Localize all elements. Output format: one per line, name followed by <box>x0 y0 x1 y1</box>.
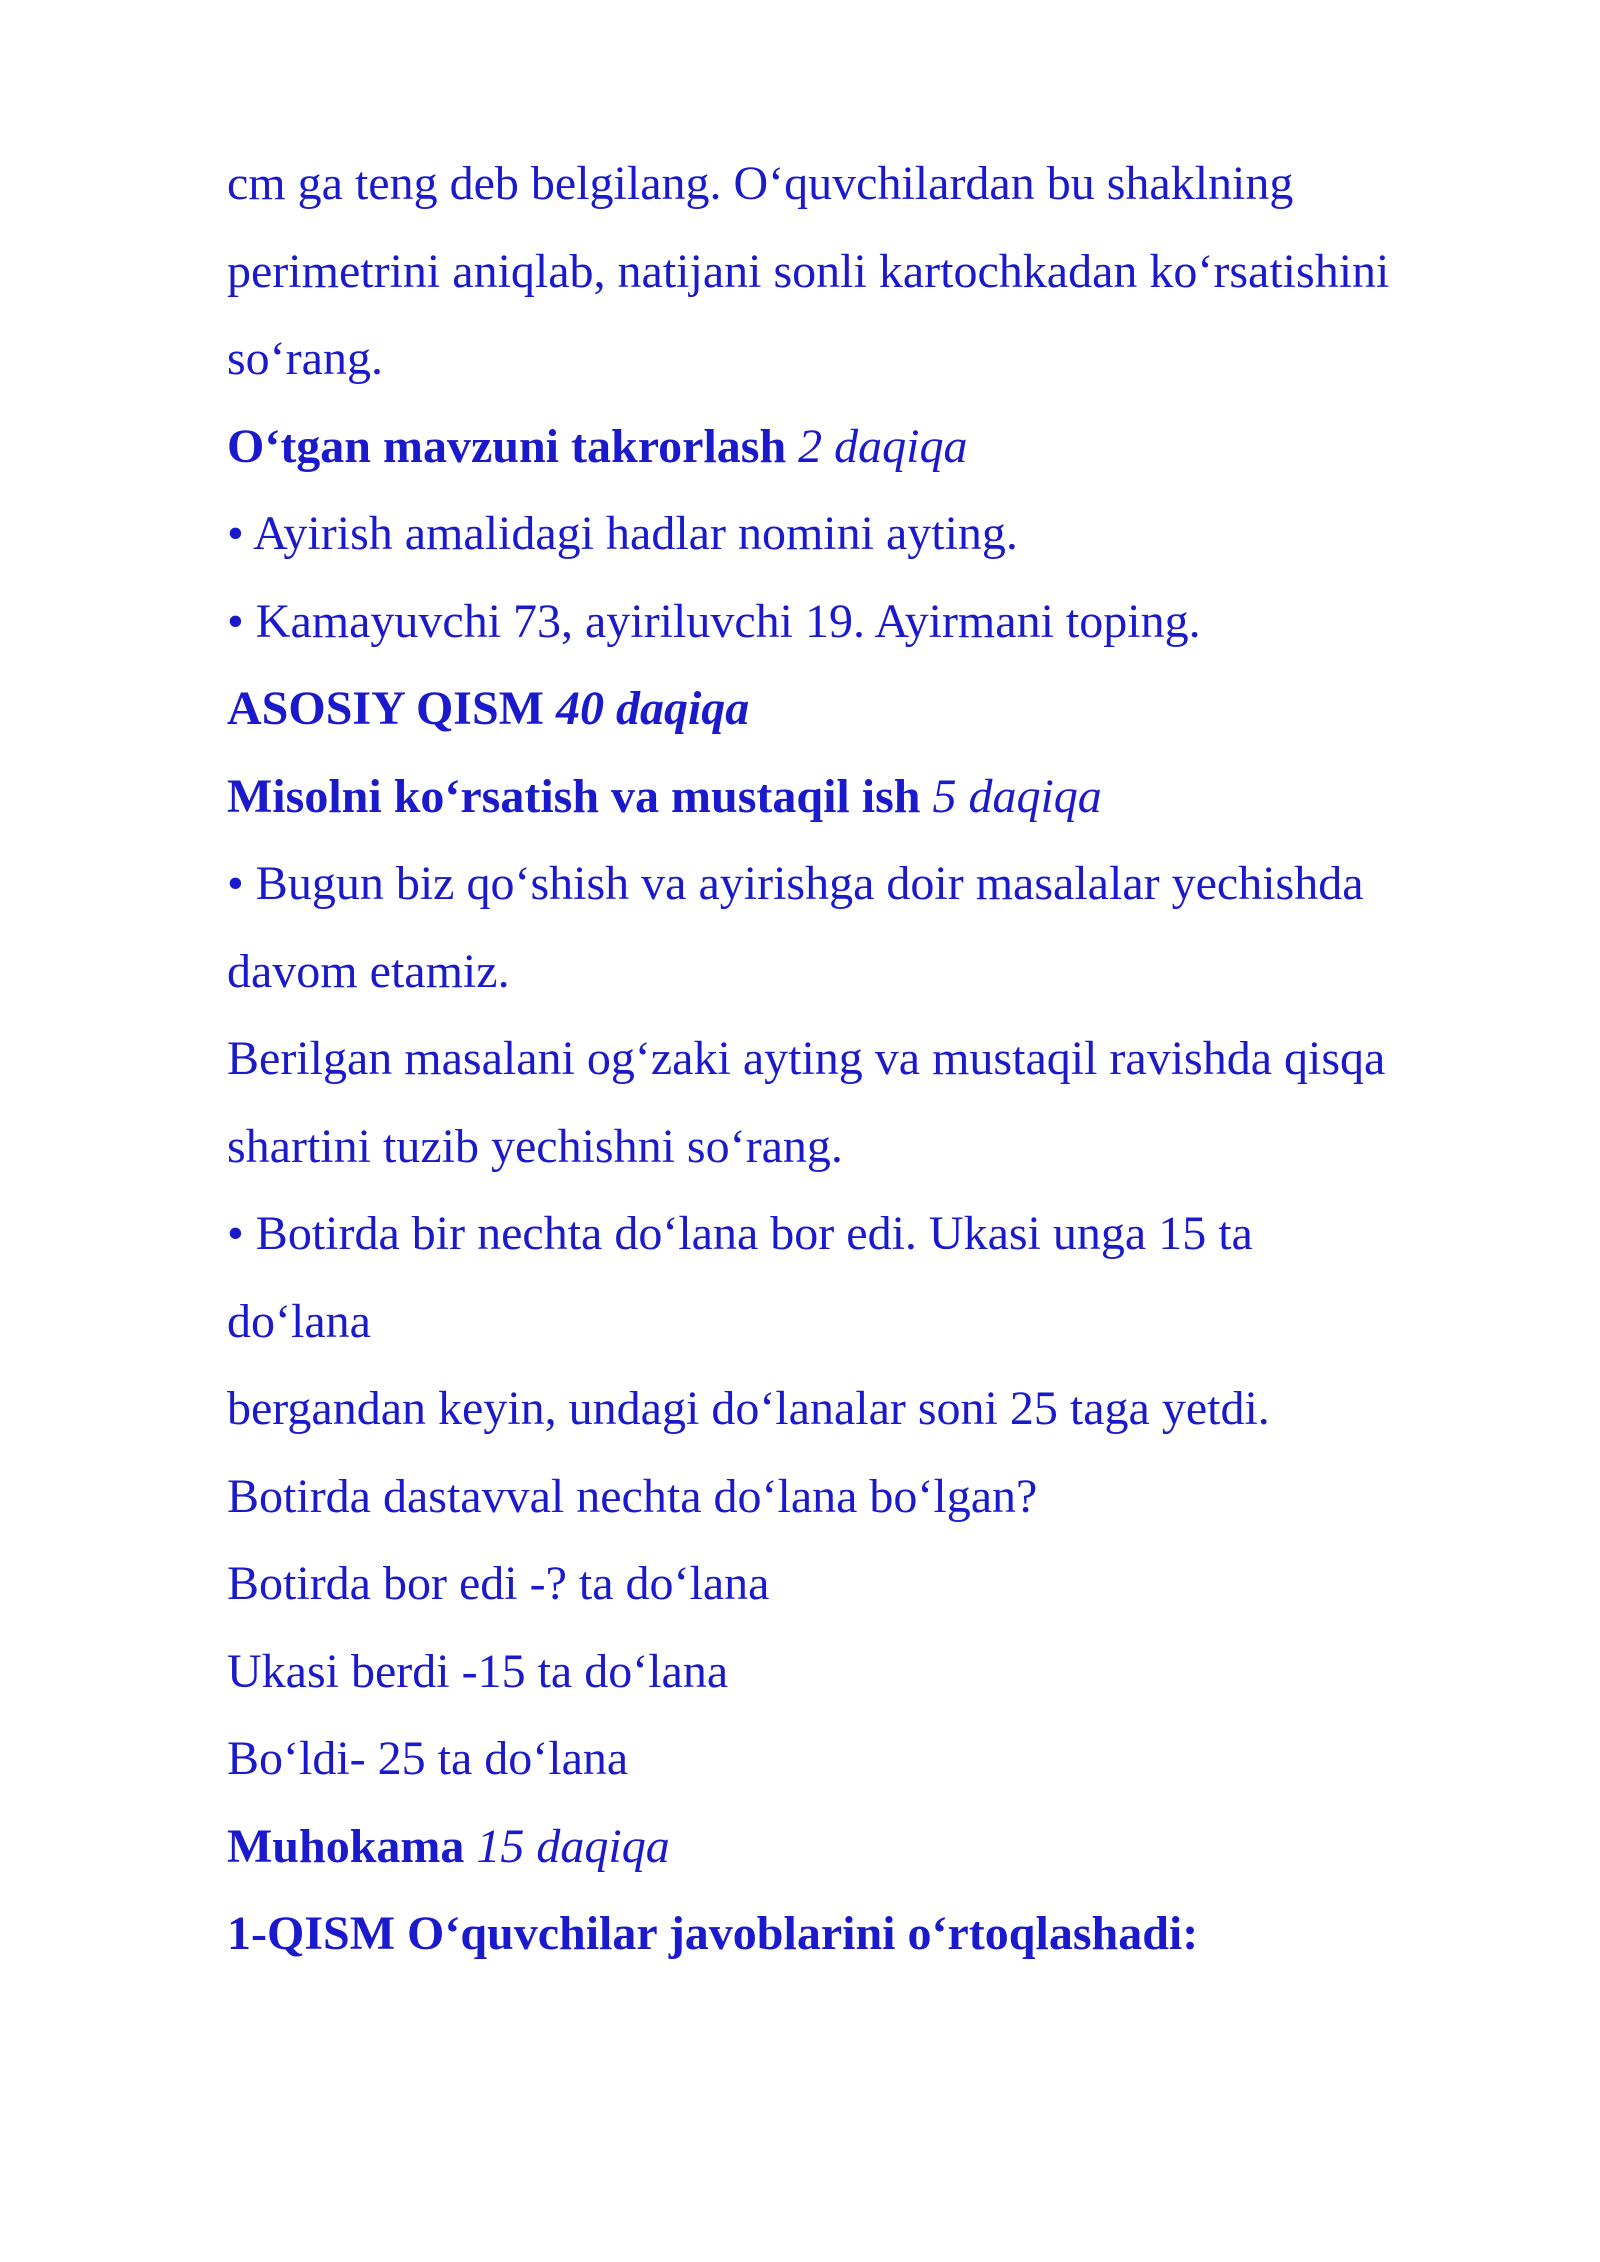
section-heading-part-1 <box>227 1890 1527 1978</box>
section-heading-example <box>227 753 1527 841</box>
paragraph-line <box>227 140 1527 228</box>
line-text: cm ga teng deb belgilang. O‘quvchilardan bu shaklning <box>227 157 1294 210</box>
line-text: Botirda bor edi -? ta do‘lana <box>227 1557 770 1610</box>
paragraph-line <box>227 1278 1527 1366</box>
heading-duration: 2 daqiqa <box>798 419 968 473</box>
bullet-text: • Botirda bir nechta do‘lana bor edi. Ukasi unga 15 ta <box>227 1207 1253 1260</box>
heading-title: O‘tgan mavzuni takrorlash <box>227 419 787 473</box>
line-text: Bo‘ldi- 25 ta do‘lana <box>227 1732 629 1785</box>
heading-duration: 5 daqiqa <box>932 769 1102 823</box>
heading-duration: 15 daqiqa <box>476 1819 670 1873</box>
line-text: shartini tuzib yechishni so‘rang. <box>227 1119 843 1173</box>
heading-title: Misolni ko‘rsatish va mustaqil ish <box>227 769 921 823</box>
line-text: davom etamiz. <box>227 944 510 998</box>
heading-title: Muhokama <box>227 1819 465 1873</box>
paragraph-line <box>227 1365 1527 1453</box>
bullet-item <box>227 840 1527 928</box>
section-heading-review <box>227 403 1527 491</box>
document-body <box>227 140 1527 1978</box>
paragraph-line <box>227 228 1527 316</box>
paragraph-line <box>227 1015 1527 1103</box>
bullet-item <box>227 578 1527 666</box>
line-text: do‘lana <box>227 1294 371 1348</box>
section-heading-main <box>227 665 1527 753</box>
bullet-text: • Bugun biz qo‘shish va ayirishga doir masalalar yechishda <box>227 857 1364 910</box>
line-text: bergandan keyin, undagi do‘lanalar soni 25 taga yetdi. <box>227 1382 1270 1435</box>
heading-duration: 40 daqiqa <box>555 682 750 735</box>
paragraph-line <box>227 315 1527 403</box>
paragraph-line <box>227 1103 1527 1191</box>
heading-title: ASOSIY QISM <box>227 682 544 735</box>
line-text: perimetrini aniqlab, natijani sonli kartochkadan ko‘rsatishini <box>227 244 1390 298</box>
line-text: so‘rang. <box>227 332 383 385</box>
line-text: Berilgan masalani og‘zaki ayting va mustaqil ravishda qisqa <box>227 1032 1386 1085</box>
section-heading-discussion <box>227 1803 1527 1891</box>
line-text: Botirda dastavval nechta do‘lana bo‘lgan? <box>227 1469 1038 1523</box>
paragraph-line <box>227 1715 1527 1803</box>
bullet-text: • Kamayuvchi 73, ayiriluvchi 19. Ayirmani toping. <box>227 594 1201 648</box>
heading-title: 1-QISM O‘quvchilar javoblarini o‘rtoqlashadi: <box>227 1907 1199 1960</box>
bullet-item <box>227 1190 1527 1278</box>
paragraph-line <box>227 928 1527 1016</box>
bullet-item <box>227 490 1527 578</box>
bullet-text: • Ayirish amalidagi hadlar nomini ayting. <box>227 507 1018 560</box>
line-text: Ukasi berdi -15 ta do‘lana <box>227 1644 729 1698</box>
paragraph-line <box>227 1453 1527 1541</box>
paragraph-line <box>227 1628 1527 1716</box>
paragraph-line <box>227 1540 1527 1628</box>
